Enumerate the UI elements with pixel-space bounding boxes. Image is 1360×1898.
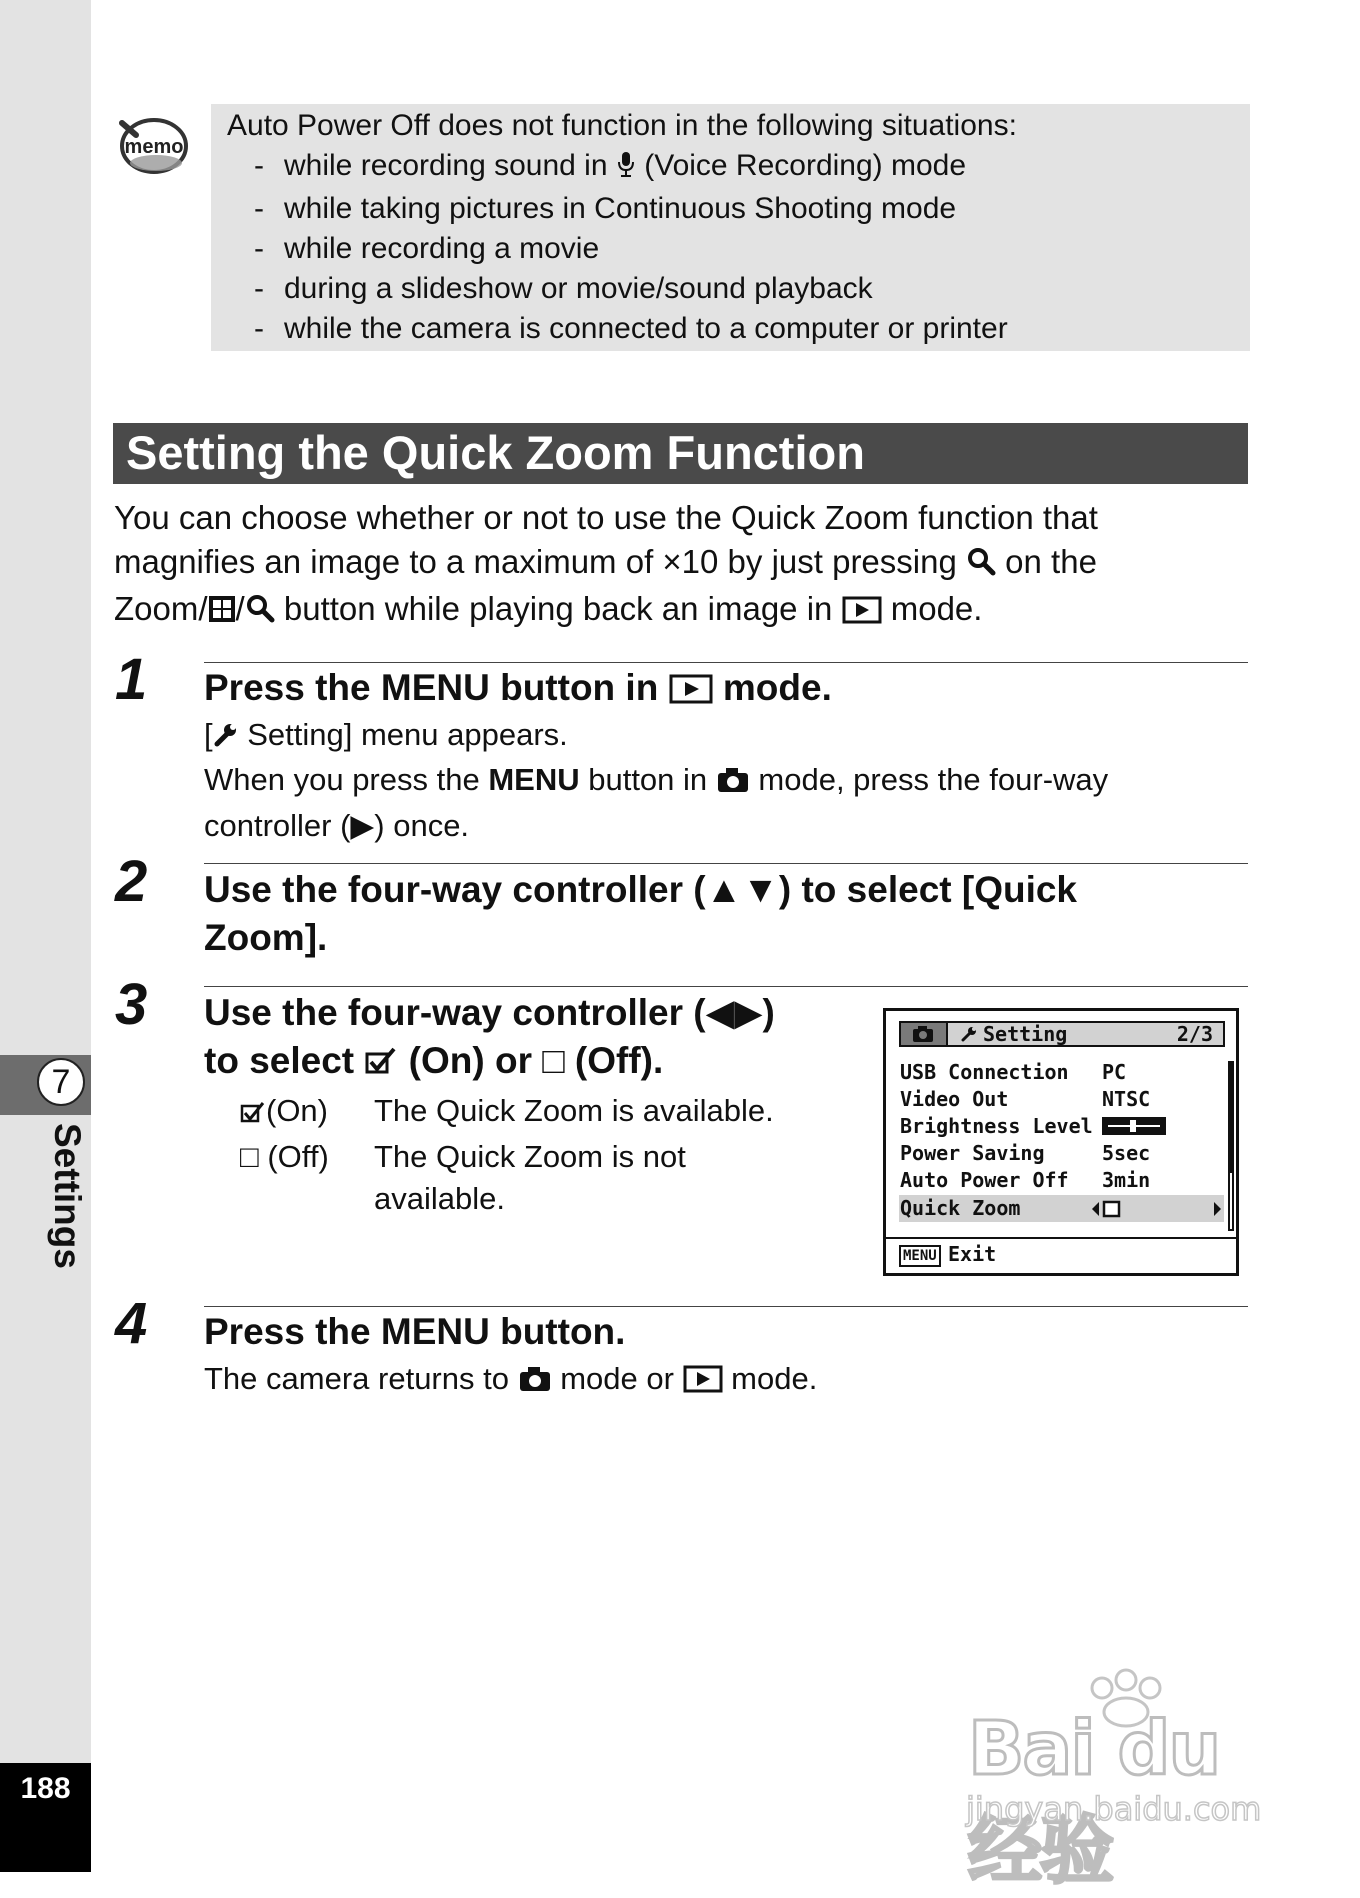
baidu-watermark: Bai du 经验 jingyan.baidu.com: [960, 1668, 1290, 1828]
exit-label: Exit: [948, 1242, 997, 1266]
setting-row[interactable]: Brightness Level: [899, 1113, 1224, 1140]
step-title: Use the four-way controller (▲▼) to select [Quick Zoom].: [204, 869, 1078, 958]
memo-icon: [116, 113, 188, 179]
setting-row-selected[interactable]: Quick Zoom: [899, 1195, 1224, 1222]
screen-divider: [886, 1237, 1236, 1239]
memo-item: - during a slideshow or movie/sound playback: [254, 272, 873, 305]
step-number: 3: [115, 972, 148, 1037]
screen-scrollbar[interactable]: [1228, 1061, 1234, 1231]
step-body: [ Setting] menu appears. When you press the MENU button in mode, press the four-way controller (▶) once.: [204, 717, 1109, 843]
setting-row[interactable]: Power Saving 5sec: [900, 1141, 1151, 1165]
setting-row[interactable]: USB Connection PC: [900, 1060, 1127, 1084]
step-divider: [204, 986, 1248, 987]
scrollbar-thumb[interactable]: [1230, 1063, 1232, 1173]
playback-icon: [683, 1362, 723, 1404]
checkbox-checked-icon: [240, 1094, 266, 1134]
camera-tab: [901, 1023, 948, 1045]
chapter-number: 7: [37, 1058, 85, 1106]
memo-item: - while recording sound in (Voice Recording) mode: [254, 146, 1008, 189]
camera-icon: [518, 1362, 552, 1404]
thumbnail-grid-icon: [208, 590, 236, 634]
setting-row[interactable]: Video Out NTSC: [900, 1087, 1151, 1111]
step-title: Press the MENU button in mode.: [204, 664, 832, 716]
wrench-icon: [961, 1026, 977, 1046]
section-intro: You can choose whether or not to use the Quick Zoom function that magnifies an image to a maximum of ×10 by just pressing on the Zoom/ / button while playing back an image in mode.: [114, 496, 1254, 635]
svg-text:memo: memo: [124, 136, 184, 158]
step-number: 4: [115, 1291, 148, 1356]
step-body: The camera returns to mode or mode.: [204, 1358, 817, 1404]
memo-item: - while taking pictures in Continuous Shooting mode: [254, 192, 957, 225]
camera-settings-screen: [883, 1008, 1239, 1276]
memo-list: [254, 146, 1008, 349]
step-number: 1: [115, 647, 148, 712]
microphone-icon: [616, 149, 636, 189]
zoom-magnifier-icon: [245, 590, 275, 634]
playback-icon: [842, 591, 882, 635]
page-number: 188: [20, 1772, 71, 1805]
memo-item: - while the camera is connected to a computer or printer: [254, 312, 1008, 345]
camera-icon: [901, 1023, 946, 1045]
step-divider: [204, 863, 1248, 864]
memo-item: - while recording a movie: [254, 232, 600, 265]
quick-zoom-value-icon: [1091, 1195, 1127, 1227]
chapter-sidebar: [0, 0, 91, 1872]
step-number: 2: [115, 849, 148, 914]
screen-header: Setting 2/3: [899, 1021, 1225, 1047]
step-title: Use the four-way controller (◀▶) to select (On) or □ (Off).: [204, 989, 775, 1088]
setting-row[interactable]: Auto Power Off 3min: [900, 1168, 1151, 1192]
step-divider: [204, 662, 1248, 663]
memo-intro: Auto Power Off does not function in the following situations:: [227, 109, 1017, 142]
checkbox-checked-icon: [364, 1040, 398, 1088]
zoom-magnifier-icon: [966, 543, 996, 587]
arrow-right-icon: [1212, 1195, 1222, 1227]
camera-icon: [716, 763, 750, 805]
playback-icon: [669, 668, 713, 716]
section-title: Setting the Quick Zoom Function: [126, 426, 865, 479]
wrench-icon: [213, 717, 239, 759]
step-title: Press the MENU button.: [204, 1311, 626, 1352]
chapter-label: Settings: [47, 1123, 88, 1269]
step-divider: [204, 1306, 1248, 1307]
menu-key-label: MENU: [899, 1245, 941, 1267]
